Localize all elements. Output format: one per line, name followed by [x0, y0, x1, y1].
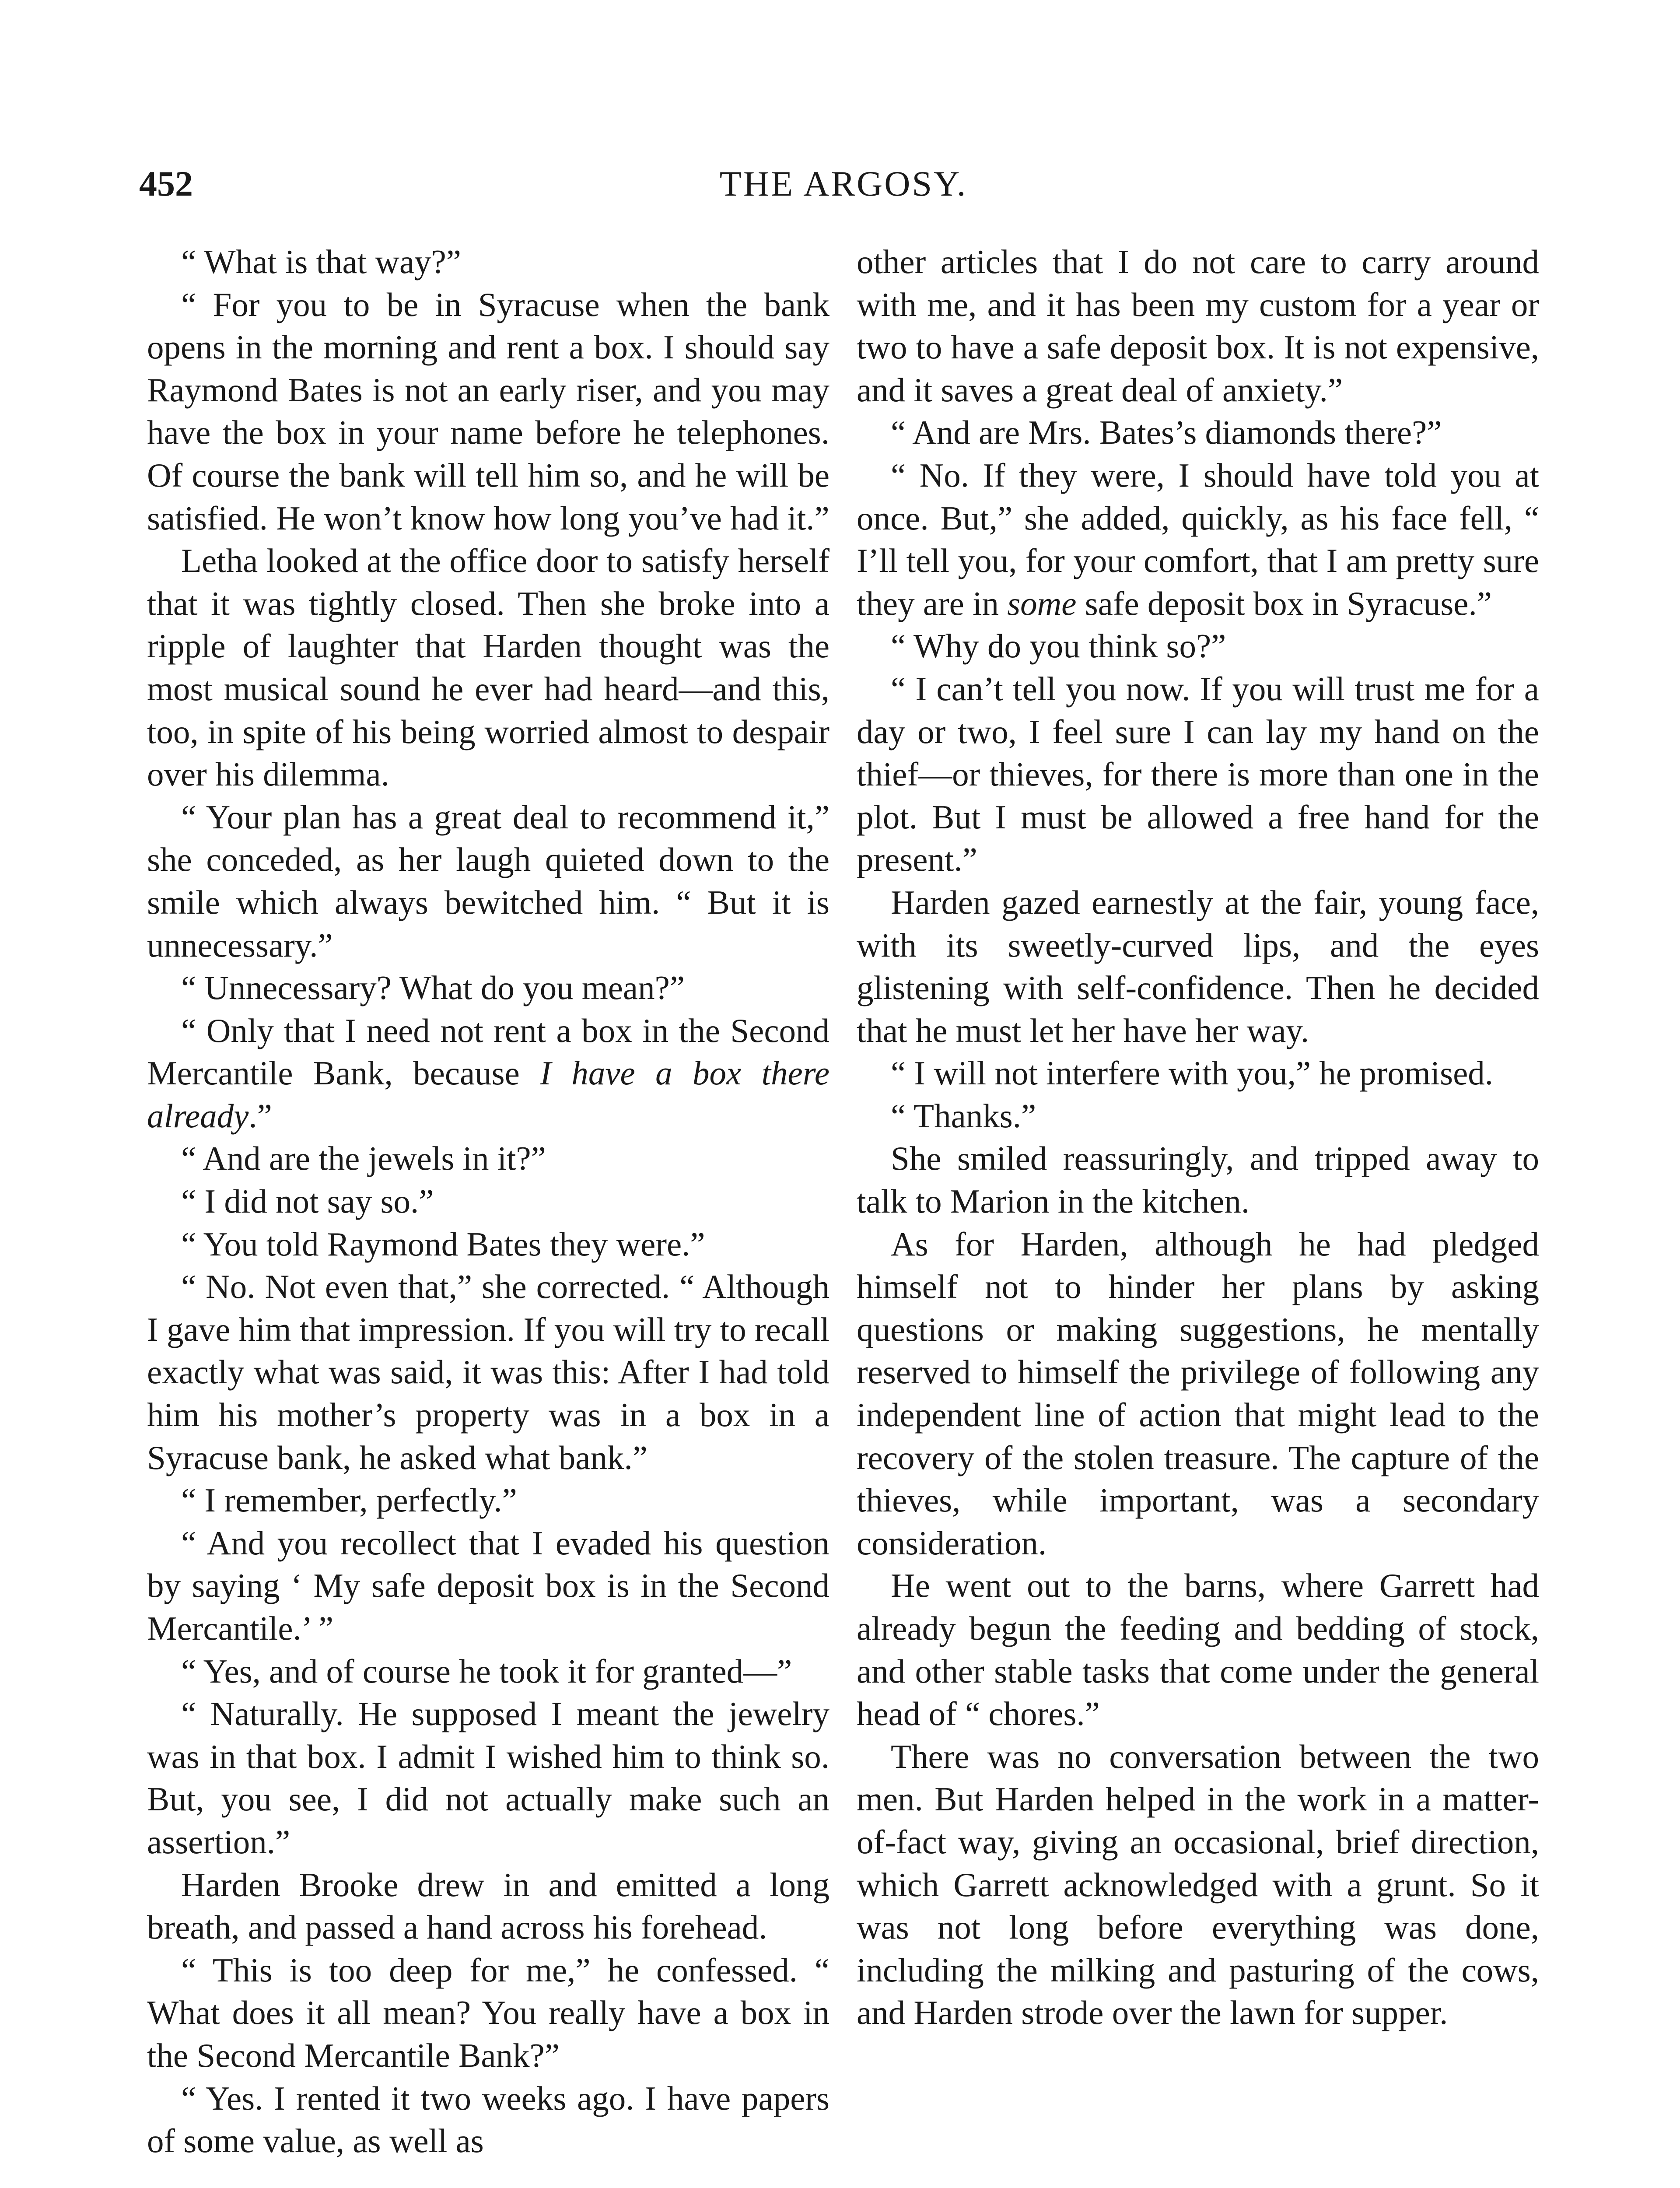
running-title: THE ARGOSY. [719, 164, 968, 203]
paragraph: Harden gazed earnestly at the fair, young face, with its sweetly-curved lips, and the eyes glistening with self-confidence. Then he decided that he must let her have her way. [857, 883, 1539, 1049]
paragraph: “ I will not interfere with you,” he promised. [891, 1054, 1494, 1092]
paragraph: “ Thanks.” [891, 1097, 1036, 1135]
paragraph: “ Why do you think so?” [891, 627, 1226, 665]
paragraph: “ What is that way?” [181, 243, 461, 281]
paragraph: “ No. If they were, I should have told you at once. But,” she added, quickly, as his face fell, “ I’ll tell you, for your comfort, that I am pretty sure they are in some safe deposit box in Syracuse.” [857, 456, 1539, 622]
paragraph: “ And are the jewels in it?” [181, 1140, 546, 1178]
paragraph: “ I did not say so.” [181, 1182, 434, 1220]
paragraph: “ You told Raymond Bates they were.” [181, 1225, 705, 1263]
page-number: 452 [139, 164, 193, 203]
right-text-column [857, 241, 1539, 2034]
paragraph: “ For you to be in Syracuse when the bank opens in the morning and rent a box. I should say Raymond Bates is not an early riser, and you may have the box in your name before he telephones. Of course the bank will tell him so, and he will be satisfied. He won’t know how long you’ve had it.” [147, 285, 830, 537]
paragraph: “ I remember, perfectly.” [181, 1481, 517, 1519]
paragraph: Harden Brooke drew in and emitted a long breath, and passed a hand across his forehead. [147, 1865, 830, 1946]
page-header [139, 158, 1548, 210]
paragraph: “ Unnecessary? What do you mean?” [181, 969, 685, 1007]
paragraph: She smiled reassuringly, and tripped away to talk to Marion in the kitchen. [857, 1140, 1539, 1220]
paragraph: other articles that I do not care to carry around with me, and it has been my custom for a year or two to have a safe deposit box. It is not expensive, and it saves a great deal of anxiety.” [857, 243, 1539, 409]
paragraph: “ And you recollect that I evaded his question by saying ‘ My safe deposit box is in the Second Mercantile.’ ” [147, 1524, 830, 1647]
paragraph: “ This is too deep for me,” he confessed. “ What does it all mean? You really have a box in the Second Mercantile Bank?” [147, 1951, 830, 2074]
paragraph: “ Yes. I rented it two weeks ago. I have papers of some value, as well as [147, 2079, 830, 2160]
paragraph: “ Only that I need not rent a box in the Second Mercantile Bank, because I have a box there already.” [147, 1011, 830, 1135]
paragraph: “ No. Not even that,” she corrected. “ Although I gave him that impression. If you will try to recall exactly what was said, it was this: After I had told him his mother’s property was in a box in a Syracuse bank, he asked what bank.” [147, 1268, 830, 1476]
paragraph: Letha looked at the office door to satisfy herself that it was tightly closed. Then she broke into a ripple of laughter that Harden thought was the most musical sound he ever had heard—and this, too, in spite of his being worried almost to despair over his dilemma. [147, 542, 830, 793]
emphasis: I have a box there already [147, 1054, 830, 1135]
paragraph: “ I can’t tell you now. If you will trust me for a day or two, I feel sure I can lay my hand on the thief—or thieves, for there is more than one in the plot. But I must be allowed a free hand for the present.” [857, 670, 1539, 879]
paragraph: As for Harden, although he had pledged himself not to hinder her plans by asking questions or making suggestions, he mentally reserved to himself the privilege of following any independent line of action that might lead to the recovery of the stolen treasure. The capture of the thieves, while important, was a secondary consideration. [857, 1225, 1539, 1562]
emphasis: some [1007, 584, 1077, 622]
paragraph: “ And are Mrs. Bates’s diamonds there?” [891, 414, 1442, 452]
paragraph: “ Naturally. He supposed I meant the jewelry was in that box. I admit I wished him to think so. But, you see, I did not actually make such an assertion.” [147, 1695, 830, 1861]
paragraph: “ Yes, and of course he took it for granted—” [181, 1652, 792, 1690]
paragraph: “ Your plan has a great deal to recommend it,” she conceded, as her laugh quieted down to the smile which always bewitched him. “ But it is unnecessary.” [147, 798, 830, 964]
left-text-column [147, 241, 830, 2163]
paragraph: There was no conversation between the two men. But Harden helped in the work in a matter-of-fact way, giving an occasional, brief direction, which Garrett acknowledged with a grunt. So it was not long before everything was done, including the milking and pasturing of the cows, and Harden strode over the lawn for supper. [857, 1737, 1539, 2032]
paragraph: He went out to the barns, where Garrett had already begun the feeding and bedding of stock, and other stable tasks that come under the general head of “ chores.” [857, 1567, 1539, 1733]
